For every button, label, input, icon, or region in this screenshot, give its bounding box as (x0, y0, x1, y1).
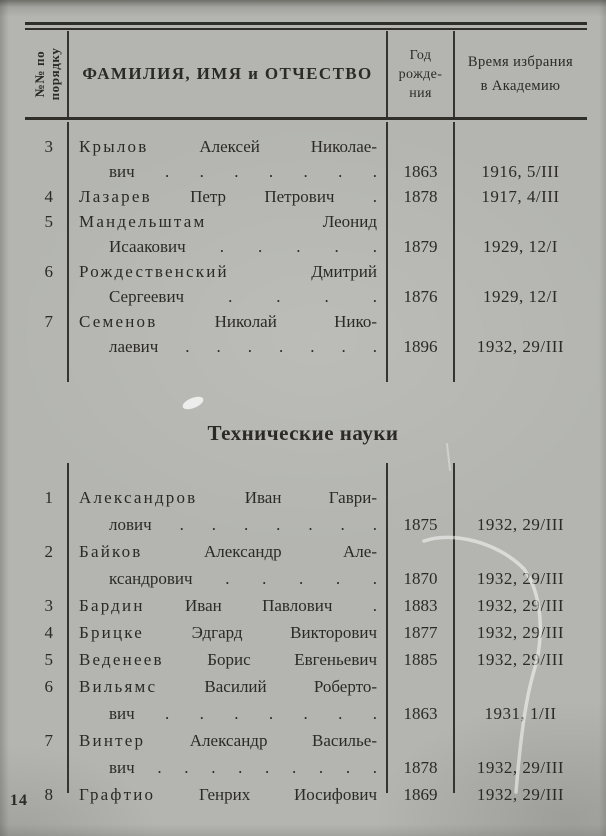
row-birth-year: 1878 (403, 758, 438, 777)
header-col-name: ФАМИЛИЯ, ИМЯ и ОТЧЕСТВО (82, 64, 373, 83)
table-row (25, 646, 587, 673)
row-surname: Веденеев (79, 650, 164, 669)
table-row (25, 484, 587, 538)
row-name-continuation: Сергеевич . . . . (109, 287, 377, 306)
table-row (25, 619, 587, 646)
row-given-names: Генрих Иосифович (155, 785, 377, 804)
row-surname: Семенов (79, 312, 158, 331)
table-row (25, 309, 587, 359)
row-name (68, 309, 387, 359)
table-header-row (25, 31, 587, 117)
row-name-continuation: вич . . . . . . . (109, 162, 377, 181)
table-row (25, 209, 587, 259)
column-rule (67, 31, 69, 117)
header-col-birth-year: Год рожде- ния (398, 47, 443, 101)
row-number: 7 (44, 312, 53, 331)
table-row (25, 538, 587, 592)
row-number: 6 (44, 262, 53, 281)
row-name (68, 259, 387, 309)
row-birth-year: 1879 (403, 237, 438, 256)
row-given-names: Борис Евгеньевич (163, 650, 377, 669)
column-rule (453, 31, 455, 117)
scratch-streak (447, 444, 450, 470)
row-elected-date: 1916, 5/III (481, 162, 560, 181)
row-elected-date: 1931, 1/II (484, 704, 557, 723)
row-birth-year: 1869 (403, 785, 438, 804)
row-name-continuation: ксандрович . . . . . (109, 569, 377, 588)
row-number: 4 (44, 623, 53, 642)
row-birth-year: 1863 (403, 704, 438, 723)
row-surname: Крылов (79, 137, 149, 156)
row-birth-year: 1883 (403, 596, 438, 615)
table-row (25, 134, 587, 184)
row-given-names: Василий Роберто- (157, 677, 377, 696)
table-top-rule-outer (25, 22, 587, 25)
row-given-names: Николай Нико- (157, 312, 377, 331)
row-surname: Винтер (79, 731, 146, 750)
row-name-continuation: вич . . . . . . . . . (109, 758, 377, 777)
row-birth-year: 1885 (403, 650, 438, 669)
row-elected-date: 1929, 12/I (483, 287, 558, 306)
table-row (25, 259, 587, 309)
row-name (68, 781, 387, 808)
row-elected-date: 1929, 12/I (483, 237, 558, 256)
row-number: 3 (44, 596, 53, 615)
row-surname: Вильямс (79, 677, 158, 696)
header-col-index (25, 31, 68, 117)
row-elected-date: 1932, 29/III (476, 650, 565, 669)
row-elected-date: 1932, 29/III (476, 758, 565, 777)
row-birth-year: 1863 (403, 162, 438, 181)
row-name-continuation: лович . . . . . . . (109, 515, 377, 534)
row-name-continuation: Исаакович . . . . . (109, 237, 377, 256)
row-number: 3 (44, 137, 53, 156)
row-name (68, 184, 387, 209)
table-row (25, 781, 587, 808)
row-name (68, 673, 387, 727)
row-elected-date: 1932, 29/III (476, 515, 565, 534)
row-given-names: Иван Павлович . (144, 596, 377, 615)
row-surname: Мандельштам (79, 212, 207, 231)
members-table-technical-sciences (25, 484, 587, 808)
row-given-names: Петр Петрович . (151, 187, 377, 206)
row-name (68, 134, 387, 184)
row-surname: Байков (79, 542, 143, 561)
row-number: 6 (44, 677, 53, 696)
row-given-names: Иван Гаври- (197, 488, 377, 507)
row-surname: Рождественский (79, 262, 229, 281)
row-name-continuation: вич . . . . . . . (109, 704, 377, 723)
row-surname: Лазарев (79, 187, 152, 206)
column-rule (386, 31, 388, 117)
row-number: 7 (44, 731, 53, 750)
header-index-rotated-label: №№ по порядку (31, 47, 62, 101)
row-name (68, 209, 387, 259)
table-row (25, 184, 587, 209)
table-row (25, 727, 587, 781)
row-name-continuation: лаевич . . . . . . . (109, 337, 377, 356)
row-birth-year: 1875 (403, 515, 438, 534)
row-surname: Александров (79, 488, 198, 507)
row-surname: Бардин (79, 596, 145, 615)
row-birth-year: 1876 (403, 287, 438, 306)
row-number: 5 (44, 650, 53, 669)
row-given-names: Леонид (206, 212, 377, 231)
row-number: 2 (44, 542, 53, 561)
page-number: 14 (10, 792, 28, 809)
row-name (68, 592, 387, 619)
row-birth-year: 1878 (403, 187, 438, 206)
row-surname: Брицке (79, 623, 145, 642)
row-name (68, 484, 387, 538)
table-top-rule-inner (25, 28, 587, 30)
row-elected-date: 1932, 29/III (476, 785, 565, 804)
row-elected-date: 1932, 29/III (476, 596, 565, 615)
row-number: 8 (44, 785, 53, 804)
row-given-names: Дмитрий (228, 262, 377, 281)
row-elected-date: 1932, 29/III (476, 569, 565, 588)
scan-blob (181, 394, 205, 412)
table-row (25, 592, 587, 619)
row-given-names: Александр Але- (142, 542, 377, 561)
row-birth-year: 1877 (403, 623, 438, 642)
header-col-elected: Время избрания в Академию (467, 54, 574, 94)
row-number: 1 (44, 488, 53, 507)
header-bottom-rule (25, 117, 587, 120)
table-row (25, 673, 587, 727)
row-birth-year: 1896 (403, 337, 438, 356)
row-number: 4 (44, 187, 53, 206)
row-elected-date: 1932, 29/III (476, 623, 565, 642)
members-table-upper (25, 134, 587, 359)
row-number: 5 (44, 212, 53, 231)
row-name (68, 619, 387, 646)
row-surname: Графтио (79, 785, 156, 804)
row-name (68, 727, 387, 781)
row-name (68, 538, 387, 592)
section-heading: Технические науки (207, 421, 399, 445)
row-name (68, 646, 387, 673)
row-given-names: Эдгард Викторович (144, 623, 377, 642)
row-elected-date: 1917, 4/III (481, 187, 560, 206)
row-elected-date: 1932, 29/III (476, 337, 565, 356)
row-given-names: Алексей Николае- (148, 137, 377, 156)
row-birth-year: 1870 (403, 569, 438, 588)
row-given-names: Александр Василье- (145, 731, 377, 750)
